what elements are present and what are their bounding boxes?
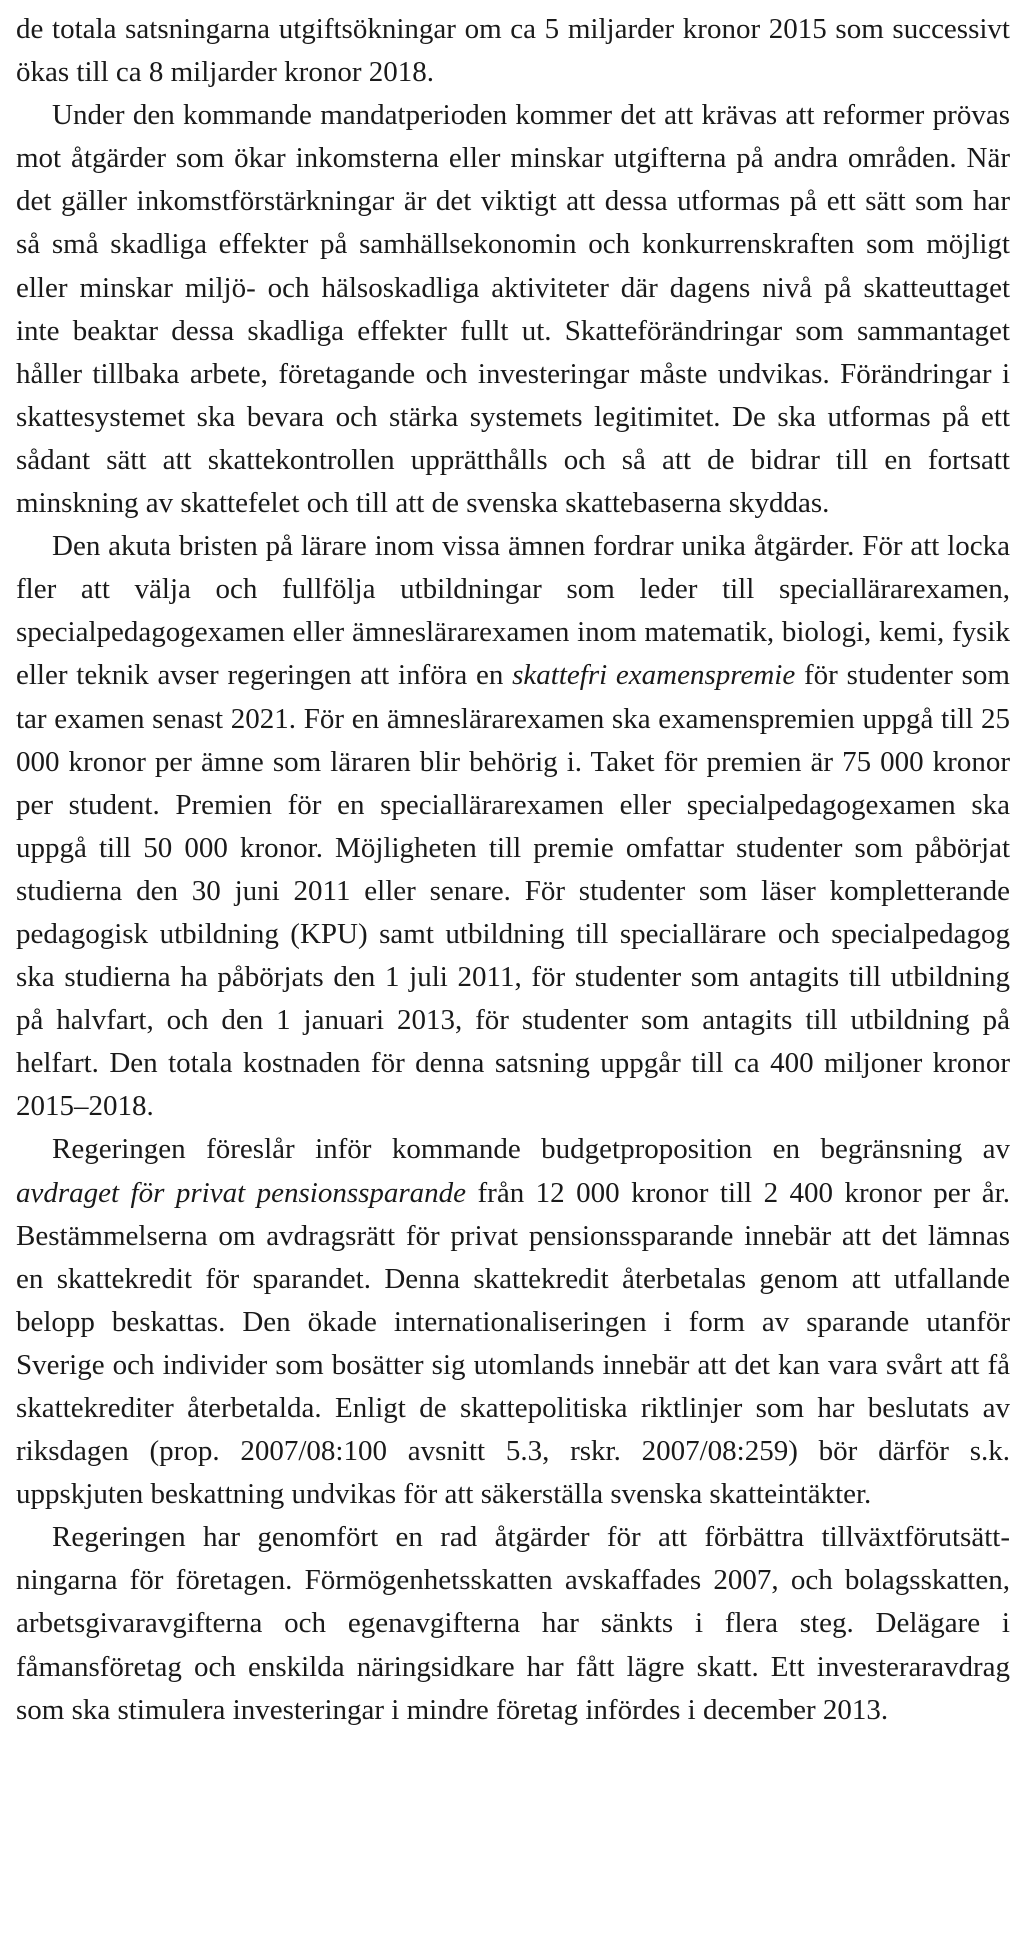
paragraph-business-growth (16, 1516, 1010, 1731)
paragraph-intro-continuation (16, 8, 1010, 94)
italic-term-pension-deduction: avdraget för privat pensionssparande (16, 1176, 467, 1209)
paragraph-text: Den akuta bristen på lärare inom vissa ämnen fordrar unika åtgärder. För att locka fler att välja och fullfölja utbildningar som leder till speciallärarexamen, specialpedagogexamen eller ämneslärarexamen inom matematik, biologi, kemi, fysik eller teknik avser regeringen att införa en (16, 530, 1010, 692)
paragraph-mandate-period (16, 94, 1010, 525)
paragraph-text: Regeringen har genomfört en rad åtgärder för att förbättra tillväxtförutsättningarna för företagen. Förmögenhetsskatten avskaffades 2007, och bolagsskatten, arbetsgivaravgifterna och egenavgifterna har sänkts i flera steg. Delägare i fåmansföretag och enskilda näringsidkare har fått lägre skatt. Ett investeraravdrag som ska stimulera investeringar i mindre företag infördes i december 2013. (16, 1521, 1010, 1726)
paragraph-text: Regeringen föreslår inför kommande budgetproposition en begränsning av (52, 1133, 1010, 1166)
paragraph-text: för studenter som tar examen senast 2021. För en ämneslärarexamen ska examenspremien uppgå till 25 000 kronor per ämne som läraren blir behörig i. Taket för premien är 75 000 kronor per student. Premien för en speciallärarexamen eller specialpedagogexamen ska uppgå till 50 000 kronor. Möjligheten till premie omfattar studenter som påbörjat studierna den 30 juni 2011 eller senare. För studenter som läser kompletterande pedagogisk utbildning (KPU) samt utbildning till speciallärare och specialpedagog ska studierna ha påbörjats den 1 juli 2011, för studenter som antagits till utbildning på halvfart, och den 1 januari 2013, för studenter som antagits till utbildning på helfart. Den totala kostnaden för denna satsning uppgår till ca 400 miljoner kronor 2015–2018. (16, 659, 1010, 1123)
paragraph-text: från 12 000 kronor till 2 400 kronor per år. Bestämmelserna om avdragsrätt för privat pensionssparande innebär att det lämnas en skattekredit för sparandet. Denna skattekredit återbetalas genom att utfallande belopp beskattas. Den ökade internationaliseringen i form av sparande utanför Sverige och individer som bosätter sig utomlands innebär att det kan vara svårt att få skattekrediter återbetalda. Enligt de skattepolitiska riktlinjer som har beslutats av riksdagen (prop. 2007/08:100 avsnitt 5.3, rskr. 2007/08:259) bör därför s.k. uppskjuten beskattning undvikas för att säkerställa svenska skatteintäkter. (16, 1176, 1010, 1511)
document-page (16, 8, 1010, 1732)
paragraph-teacher-shortage (16, 525, 1010, 1128)
paragraph-text: Under den kommande mandatperioden kommer det att krävas att reformer prövas mot åtgärder som ökar inkomsterna eller minskar utgifterna på andra områden. När det gäller inkomstförstärkningar är det viktigt att dessa utformas på ett sätt som har så små skadliga effekter på samhällsekonomin och konkurrenskraften som möjligt eller minskar miljö- och hälsoskadliga aktiviteter där dagens nivå på skatteuttaget inte beaktar dessa skadliga effekter fullt ut. Skatteförändringar som sammantaget håller tillbaka arbete, företagande och investeringar måste undvikas. Förändringar i skattesystemet ska bevara och stärka systemets legitimitet. De ska utformas på ett sådant sätt att skattekontrollen upprätthålls och så att de bidrar till en fortsatt minskning av skattefelet och till att de svenska skattebaserna skyddas. (16, 99, 1010, 520)
paragraph-text: de totala satsningarna utgiftsökningar om ca 5 miljarder kronor 2015 som successivt ökas till ca 8 miljarder kronor 2018. (16, 13, 1010, 89)
paragraph-pension-savings (16, 1128, 1010, 1516)
italic-term-exam-premium: skattefri examenspremie (512, 659, 796, 692)
